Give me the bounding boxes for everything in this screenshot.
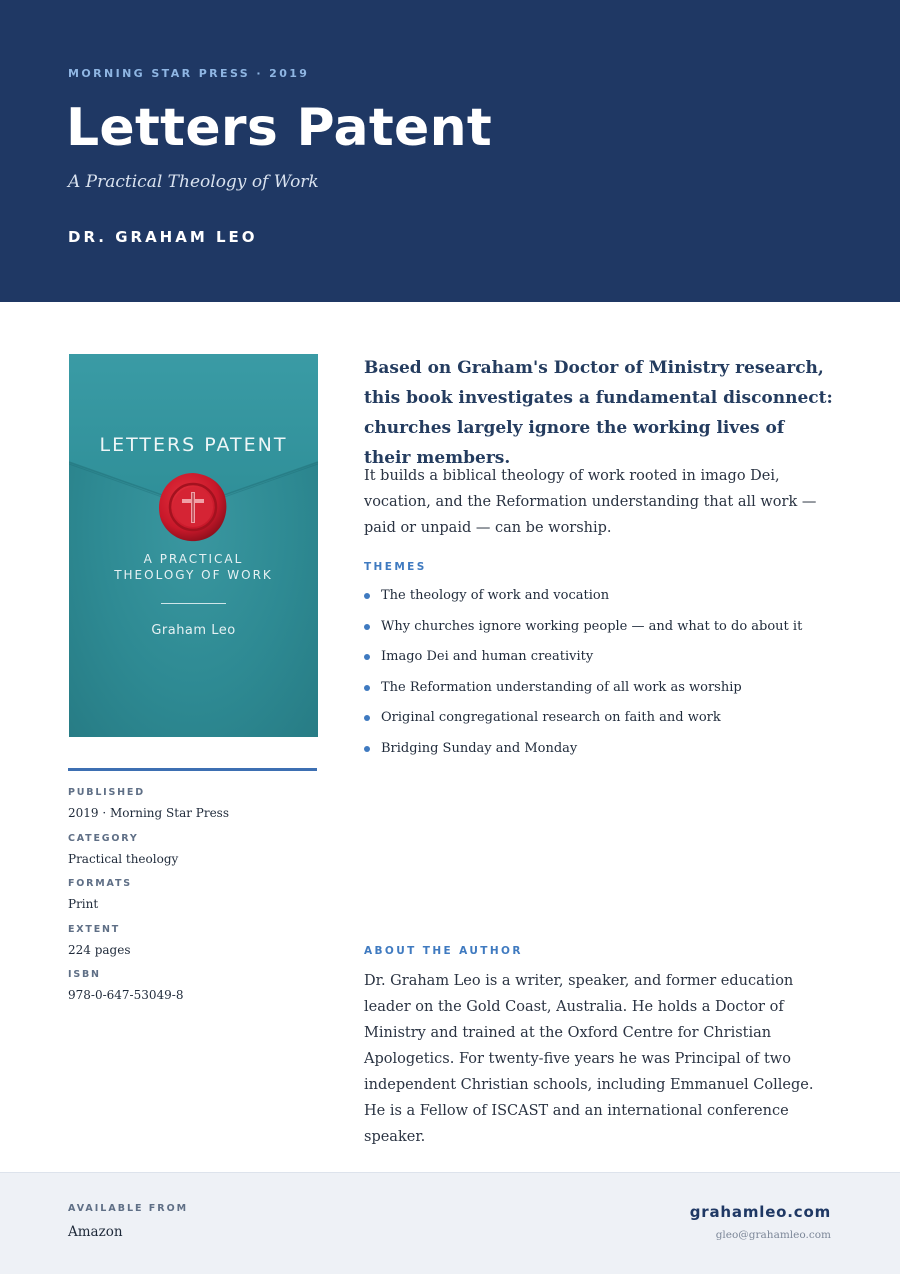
- list-item: [364, 644, 834, 675]
- meta-label: EXTENT: [68, 923, 121, 935]
- about-author-text: Dr. Graham Leo is a writer, speaker, and former education leader on the Gold Coast, Australia. He holds a Doctor of Ministry and trained at the Oxford Centre for Christian Apologetics. For twenty-five years he was Principal of two independent Christian schools, including Emmanuel College. He is a Fellow of ISCAST and an international conference speaker.: [364, 973, 814, 1145]
- book-metadata: [68, 786, 317, 1014]
- list-item: [364, 614, 834, 645]
- book-cover: [69, 354, 318, 737]
- body-paragraph: It builds a biblical theology of work rooted in imago Dei, vocation, and the Reformation understanding that all work — paid or unpaid — can be worship.: [364, 468, 817, 536]
- available-from-label: AVAILABLE FROM: [68, 1203, 189, 1214]
- cover-subtitle-line-2: THEOLOGY OF WORK: [114, 568, 273, 582]
- meta-label: CATEGORY: [68, 832, 139, 844]
- lead-paragraph: Based on Graham's Doctor of Ministry research, this book investigates a fundamental disconnect: churches largely ignore the working lives of their members.: [364, 358, 833, 468]
- page-title: Letters Patent: [66, 98, 493, 158]
- website-link[interactable]: grahamleo.com: [689, 1203, 831, 1221]
- meta-label: PUBLISHED: [68, 787, 145, 798]
- list-item: [364, 736, 834, 767]
- wax-seal-cross-icon: [157, 471, 229, 543]
- footer: [0, 1172, 900, 1274]
- about-author-heading: ABOUT THE AUTHOR: [364, 945, 523, 957]
- theme-text: Imago Dei and human creativity: [381, 649, 594, 665]
- meta-label: ISBN: [68, 969, 101, 980]
- meta-value: Practical theology: [68, 851, 179, 866]
- publisher-kicker: MORNING STAR PRESS · 2019: [68, 67, 310, 80]
- email-link[interactable]: gleo@grahamleo.com: [715, 1229, 831, 1241]
- list-item: [364, 583, 834, 614]
- meta-value: 2019 · Morning Star Press: [68, 806, 229, 820]
- meta-formats: [68, 877, 317, 923]
- theme-text: Why churches ignore working people — and what to do about it: [381, 618, 803, 634]
- author-name: DR. GRAHAM LEO: [68, 228, 258, 246]
- meta-published: [68, 786, 317, 832]
- bullet-icon: [364, 654, 370, 660]
- bullet-icon: [364, 685, 370, 691]
- cover-subtitle: [69, 551, 318, 583]
- list-item: [364, 705, 834, 736]
- meta-value: 978-0-647-53049-8: [68, 988, 184, 1002]
- theme-text: Original congregational research on faith and work: [381, 710, 721, 726]
- meta-extent: [68, 923, 317, 969]
- cover-divider: [161, 603, 226, 604]
- meta-isbn: [68, 968, 317, 1014]
- meta-label: FORMATS: [68, 878, 132, 889]
- meta-category: [68, 832, 317, 878]
- bullet-icon: [364, 746, 370, 752]
- header-banner: [0, 0, 900, 302]
- page-subtitle: A Practical Theology of Work: [68, 172, 319, 192]
- theme-text: The theology of work and vocation: [381, 588, 610, 603]
- themes-heading: THEMES: [364, 561, 427, 573]
- cover-author: Graham Leo: [151, 623, 236, 638]
- meta-value: 224 pages: [68, 942, 131, 957]
- bullet-icon: [364, 624, 370, 630]
- bullet-icon: [364, 715, 370, 721]
- theme-text: The Reformation understanding of all work as worship: [381, 679, 742, 695]
- meta-value: Print: [68, 897, 99, 911]
- metadata-divider: [68, 768, 317, 771]
- cover-subtitle-line-1: A PRACTICAL: [143, 552, 244, 566]
- list-item: [364, 675, 834, 706]
- cover-title: LETTERS PATENT: [99, 434, 288, 456]
- themes-list: [364, 583, 834, 767]
- bullet-icon: [364, 593, 370, 599]
- available-from-link[interactable]: Amazon: [68, 1224, 123, 1240]
- theme-text: Bridging Sunday and Monday: [381, 740, 578, 756]
